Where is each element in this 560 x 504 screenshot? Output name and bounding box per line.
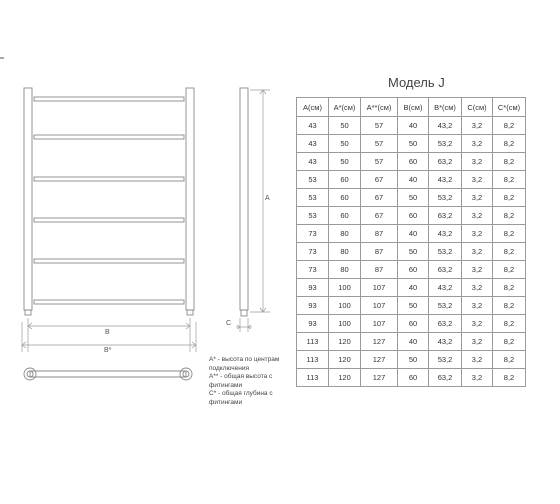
table-cell: 3,2: [462, 135, 493, 153]
table-cell: 8,2: [493, 261, 526, 279]
table-cell: 8,2: [493, 153, 526, 171]
dim-label-b-star: B*: [104, 347, 112, 354]
table-cell: 53,2: [429, 297, 462, 315]
table-cell: 73: [297, 225, 329, 243]
table-cell: 73: [297, 261, 329, 279]
table-cell: 53,2: [429, 135, 462, 153]
table-cell: 63,2: [429, 153, 462, 171]
table-cell: 53: [297, 207, 329, 225]
table-cell: 50: [398, 135, 429, 153]
legend-line: фитингами: [209, 381, 243, 389]
table-row: [297, 333, 526, 351]
table-cell: 8,2: [493, 333, 526, 351]
spec-table: [296, 97, 526, 387]
table-cell: 43,2: [429, 117, 462, 135]
table-cell: 60: [329, 189, 361, 207]
table-cell: 3,2: [462, 153, 493, 171]
legend: [209, 356, 309, 408]
table-cell: 60: [398, 153, 429, 171]
header-c-star: C*(см): [493, 98, 526, 117]
table-cell: 53: [297, 189, 329, 207]
table-cell: 43,2: [429, 279, 462, 297]
table-cell: 120: [329, 333, 361, 351]
model-title: Модель J: [388, 75, 445, 90]
table-cell: 8,2: [493, 369, 526, 387]
table-row: [297, 153, 526, 171]
top-view: [24, 368, 192, 380]
table-cell: 40: [398, 171, 429, 189]
table-cell: 50: [398, 189, 429, 207]
table-cell: 3,2: [462, 207, 493, 225]
table-cell: 3,2: [462, 351, 493, 369]
table-cell: 8,2: [493, 225, 526, 243]
header-a-double-star: A**(см): [361, 98, 398, 117]
front-view: [24, 88, 194, 315]
bottom-fitting: [187, 310, 193, 315]
table-cell: 67: [361, 171, 398, 189]
table-cell: 3,2: [462, 171, 493, 189]
table-cell: 3,2: [462, 369, 493, 387]
table-cell: 50: [398, 243, 429, 261]
table-cell: 87: [361, 261, 398, 279]
cross-bar: [34, 218, 184, 222]
table-cell: 3,2: [462, 189, 493, 207]
table-cell: 60: [398, 207, 429, 225]
table-cell: 50: [329, 135, 361, 153]
header-c: C(см): [462, 98, 493, 117]
table-cell: 3,2: [462, 261, 493, 279]
table-cell: 53,2: [429, 351, 462, 369]
table-cell: 8,2: [493, 171, 526, 189]
table-cell: 100: [329, 297, 361, 315]
table-row: [297, 369, 526, 387]
cross-bar: [34, 300, 184, 304]
table-cell: 3,2: [462, 333, 493, 351]
table-cell: 107: [361, 315, 398, 333]
table-cell: 107: [361, 279, 398, 297]
top-view-bar: [30, 371, 186, 377]
table-cell: 43,2: [429, 225, 462, 243]
table-cell: 3,2: [462, 243, 493, 261]
legend-line: A** - общая высота с: [209, 373, 273, 381]
table-cell: 93: [297, 297, 329, 315]
dim-label-a: A: [265, 195, 270, 202]
cross-bar: [34, 135, 184, 139]
table-cell: 113: [297, 369, 329, 387]
table-row: [297, 117, 526, 135]
table-row: [297, 135, 526, 153]
table-cell: 57: [361, 153, 398, 171]
table-cell: 67: [361, 207, 398, 225]
table-cell: 63,2: [429, 207, 462, 225]
cross-bar: [34, 177, 184, 181]
table-cell: 60: [329, 207, 361, 225]
table-cell: 60: [329, 171, 361, 189]
table-row: [297, 315, 526, 333]
legend-line: подключения: [209, 364, 249, 372]
table-cell: 93: [297, 315, 329, 333]
legend-line: C* - общая глубина с: [209, 390, 273, 398]
cross-bar: [34, 259, 184, 263]
table-cell: 127: [361, 351, 398, 369]
table-cell: 60: [398, 315, 429, 333]
table-cell: 3,2: [462, 315, 493, 333]
side-view: [240, 88, 248, 316]
dim-label-b: B: [105, 329, 110, 336]
table-cell: 113: [297, 351, 329, 369]
table-cell: 57: [361, 135, 398, 153]
table-cell: 50: [329, 117, 361, 135]
table-cell: 50: [329, 153, 361, 171]
table-cell: 3,2: [462, 297, 493, 315]
table-cell: 8,2: [493, 315, 526, 333]
dim-label-c: C: [226, 320, 232, 327]
table-cell: 40: [398, 279, 429, 297]
legend-line: фитингами: [209, 398, 243, 406]
table-cell: 8,2: [493, 207, 526, 225]
table-cell: 3,2: [462, 225, 493, 243]
table-cell: 60: [398, 369, 429, 387]
table-row: [297, 351, 526, 369]
table-cell: 8,2: [493, 117, 526, 135]
table-cell: 8,2: [493, 279, 526, 297]
table-cell: 43: [297, 135, 329, 153]
table-cell: 67: [361, 189, 398, 207]
table-row: [297, 297, 526, 315]
table-cell: 43: [297, 153, 329, 171]
bottom-fitting: [25, 310, 31, 315]
table-cell: 3,2: [462, 279, 493, 297]
table-cell: 57: [361, 117, 398, 135]
header-b-star: B*(см): [429, 98, 462, 117]
table-cell: 8,2: [493, 351, 526, 369]
table-cell: 100: [329, 279, 361, 297]
table-header-row: [297, 98, 526, 117]
table-cell: 63,2: [429, 369, 462, 387]
table-cell: 43,2: [429, 333, 462, 351]
header-b: B(см): [398, 98, 429, 117]
table-cell: 107: [361, 297, 398, 315]
table-cell: 40: [398, 225, 429, 243]
cross-bar: [34, 97, 184, 101]
table-cell: 53,2: [429, 243, 462, 261]
table-cell: 43: [297, 117, 329, 135]
legend-line: A* - высота по центрам: [209, 356, 280, 363]
table-cell: 73: [297, 243, 329, 261]
table-cell: 8,2: [493, 297, 526, 315]
side-fitting: [241, 310, 247, 316]
table-cell: 8,2: [493, 135, 526, 153]
table-cell: 80: [329, 225, 361, 243]
table-cell: 93: [297, 279, 329, 297]
table-cell: 120: [329, 351, 361, 369]
table-cell: 8,2: [493, 189, 526, 207]
table-cell: 50: [398, 297, 429, 315]
table-cell: 127: [361, 369, 398, 387]
table-row: [297, 189, 526, 207]
table-cell: 50: [398, 351, 429, 369]
table-cell: 80: [329, 261, 361, 279]
table-cell: 120: [329, 369, 361, 387]
table-cell: 63,2: [429, 261, 462, 279]
table-cell: 3,2: [462, 117, 493, 135]
table-row: [297, 207, 526, 225]
side-dimensions: [236, 90, 270, 332]
table-cell: 8,2: [493, 243, 526, 261]
table-cell: 63,2: [429, 315, 462, 333]
table-row: [297, 243, 526, 261]
header-a-star: A*(см): [329, 98, 361, 117]
table-row: [297, 171, 526, 189]
left-stile: [24, 88, 32, 310]
table-cell: 60: [398, 261, 429, 279]
table-cell: 87: [361, 225, 398, 243]
table-row: [297, 225, 526, 243]
table-cell: 43,2: [429, 171, 462, 189]
table-row: [297, 279, 526, 297]
table-cell: 40: [398, 333, 429, 351]
right-stile: [186, 88, 194, 310]
table-cell: 100: [329, 315, 361, 333]
table-cell: 53,2: [429, 189, 462, 207]
table-cell: 53: [297, 171, 329, 189]
table-cell: 40: [398, 117, 429, 135]
table-row: [297, 261, 526, 279]
header-a: A(см): [297, 98, 329, 117]
table-cell: 87: [361, 243, 398, 261]
table-cell: 113: [297, 333, 329, 351]
side-stile: [240, 88, 248, 310]
table-cell: 80: [329, 243, 361, 261]
table-cell: 127: [361, 333, 398, 351]
